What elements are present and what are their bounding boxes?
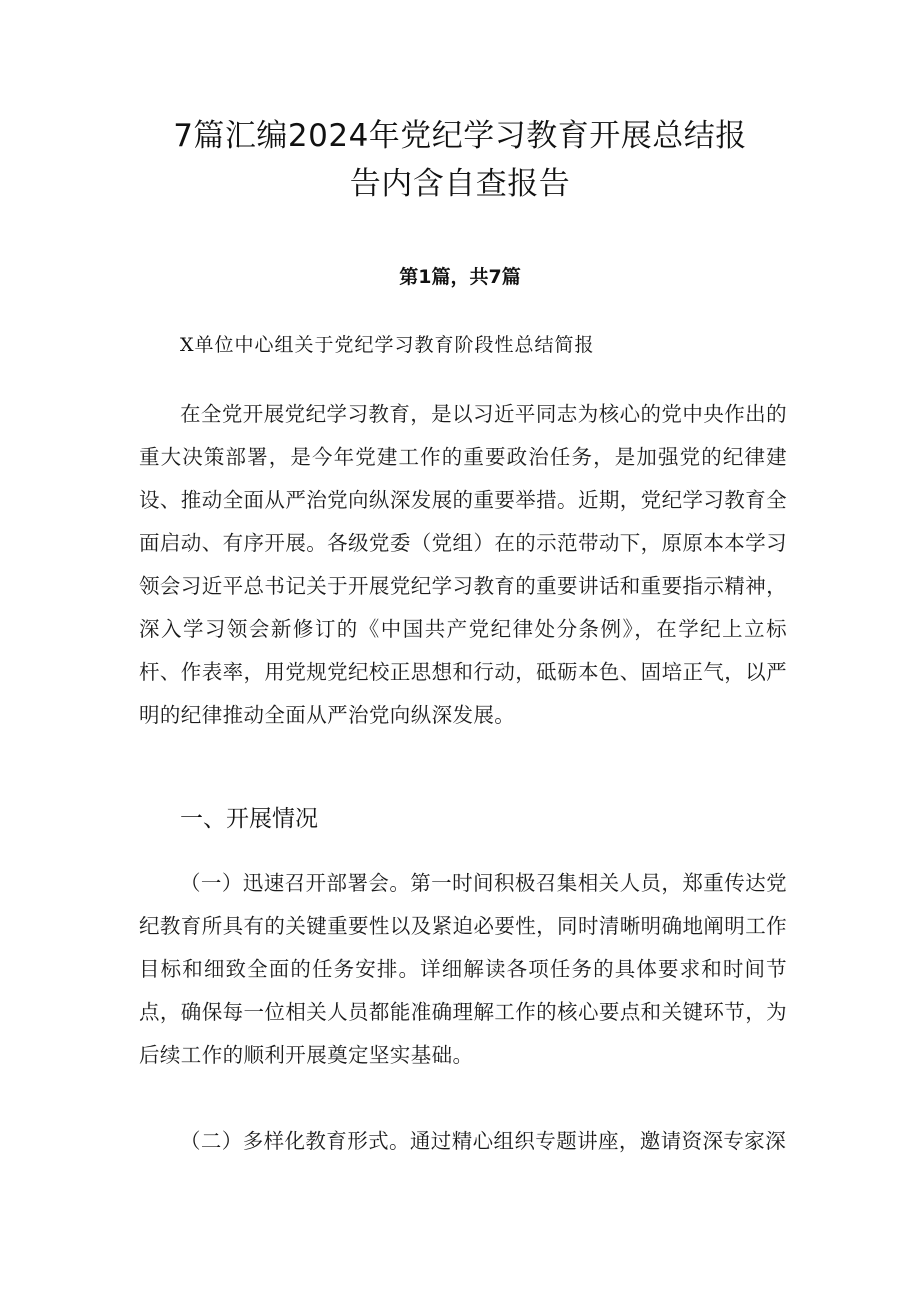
section-heading: 一、开展情况 xyxy=(180,806,318,832)
item-2-paragraph: （二）多样化教育形式。通过精心组织专题讲座，邀请资深专家深 xyxy=(180,1129,787,1153)
article-heading: X单位中心组关于党纪学习教育阶段性总结简报 xyxy=(180,334,595,356)
title-line-2: 告内含自查报告 xyxy=(349,166,571,202)
part-indicator: 第1篇，共7篇 xyxy=(399,266,521,288)
title-line-1: 7篇汇编2024年党纪学习教育开展总结报 xyxy=(173,118,747,154)
item-1-paragraph: （一）迅速召开部署会。第一时间积极召集相关人员，郑重传达党纪教育所具有的关键重要性以及紧迫必要性，同时清晰明确地阐明工作目标和细致全面的任务安排。详细解读各项任务的具体要求和时间节点，确保每一位相关人员都能准确理解工作的核心要点和关键环节，为后续工作的顺利开展奠定坚实基础。 xyxy=(139,871,787,1067)
intro-paragraph: 在全党开展党纪学习教育，是以习近平同志为核心的党中央作出的重大决策部署，是今年党建工作的重要政治任务，是加强党的纪律建设、推动全面从严治党向纵深发展的重要举措。近期，党纪学习教育全面启动、有序开展。各级党委（党组）在的示范带动下，原原本本学习领会习近平总书记关于开展党纪学习教育的重要讲话和重要指示精神，深入学习领会新修订的《中国共产党纪律处分条例》，在学纪上立标杆、作表率，用党规党纪校正思想和行动，砥砺本色、固培正气，以严明的纪律推动全面从严治党向纵深发展。 xyxy=(139,402,787,727)
document-title xyxy=(150,112,770,208)
